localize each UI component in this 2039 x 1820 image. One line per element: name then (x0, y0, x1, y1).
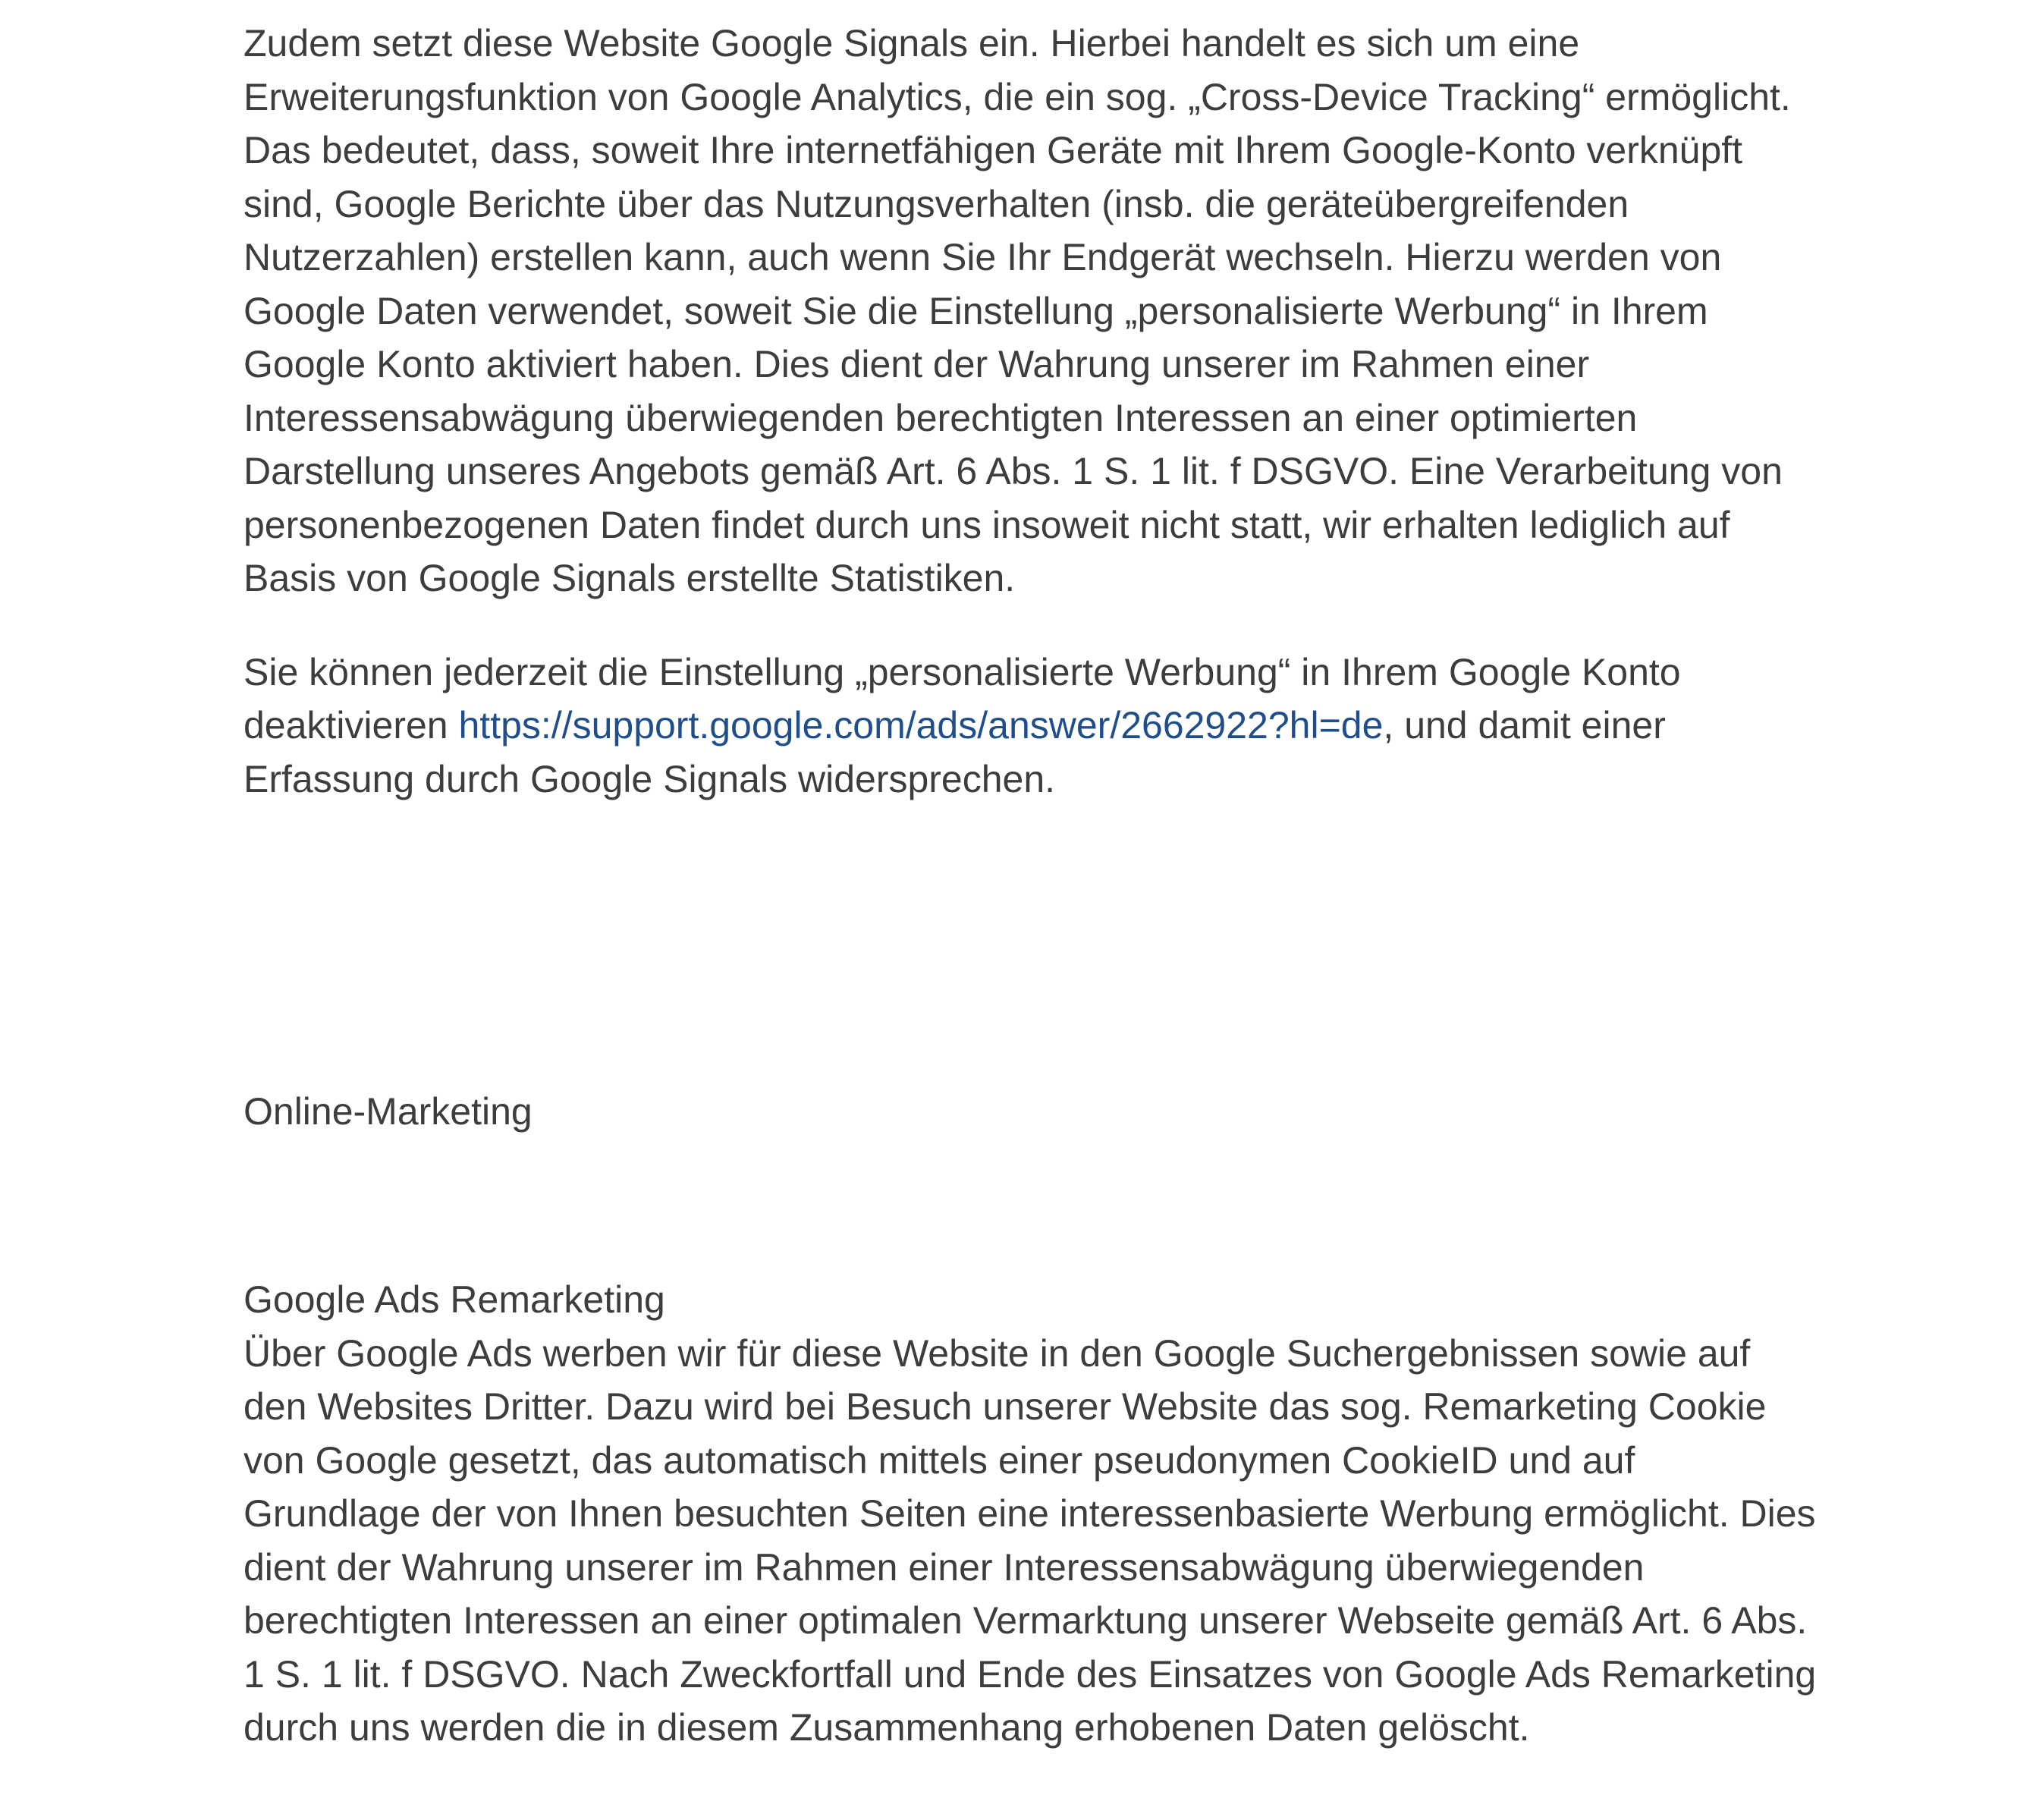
optout-text-after-link: , und damit einer Erfassung durch Google Signals widersprechen. (243, 704, 1666, 800)
google-signals-paragraph: Zudem setzt diese Website Google Signals ein. Hierbei handelt es sich um eine Erweiterungsfunktion von Google Analytics, die ein sog. „Cross-Device Tracking“ ermöglicht. Das bedeutet, dass, soweit Ihre internetfähigen Geräte mit Ihrem Google-Konto verknüpft sind, Google Berichte über das Nutzungsverhalten (insb. die geräteübergreifenden Nutzerzahlen) erstellen kann, auch wenn Sie Ihr Endgerät wechseln. Hierzu werden von Google Daten verwendet, soweit Sie die Einstellung „personalisierte Werbung“ in Ihrem Google Konto aktiviert haben. Dies dient der Wahrung unserer im Rahmen einer Interessensabwägung überwiegenden berechtigten Interessen an einer optimierten Darstellung unseres Angebots gemäß Art. 6 Abs. 1 S. 1 lit. f DSGVO. Eine Verarbeitung von personenbezogenen Daten findet durch uns insoweit nicht statt, wir erhalten lediglich auf Basis von Google Signals erstellte Statistiken. (243, 22, 1791, 599)
google-ads-remarketing-paragraph: Über Google Ads werben wir für diese Website in den Google Suchergebnissen sowie auf den Websites Dritter. Dazu wird bei Besuch unserer Website das sog. Remarketing Cookie von Google gesetzt, das automatisch mittels einer pseudonymen CookieID und auf Grundlage der von Ihnen besuchten Seiten eine interessenbasierte Werbung ermöglicht. Dies dient der Wahrung unserer im Rahmen einer Interessensabwägung überwiegenden berechtigten Interessen an einer optimalen Vermarktung unserer Webseite gemäß Art. 6 Abs. 1 S. 1 lit. f DSGVO. Nach Zweckfortfall und Ende des Einsatzes von Google Ads Remarketing durch uns werden die in diesem Zusammenhang erhobenen Daten gelöscht. (243, 1331, 1817, 1749)
google-signals-section (243, 17, 1821, 806)
google-ads-remarketing-heading: Google Ads Remarketing (243, 1278, 665, 1321)
optout-text-before-link: Sie können jederzeit die Einstellung „personalisierte Werbung“ in Ihrem Google Konto deaktivieren (243, 650, 1681, 747)
google-ads-support-link[interactable]: https://support.google.com/ads/answer/2662922?hl=de (458, 704, 1384, 747)
personalized-ads-optout-paragraph (243, 646, 1821, 806)
online-marketing-heading: Online-Marketing (243, 1090, 533, 1133)
google-ads-remarketing-section (243, 1273, 1821, 1755)
